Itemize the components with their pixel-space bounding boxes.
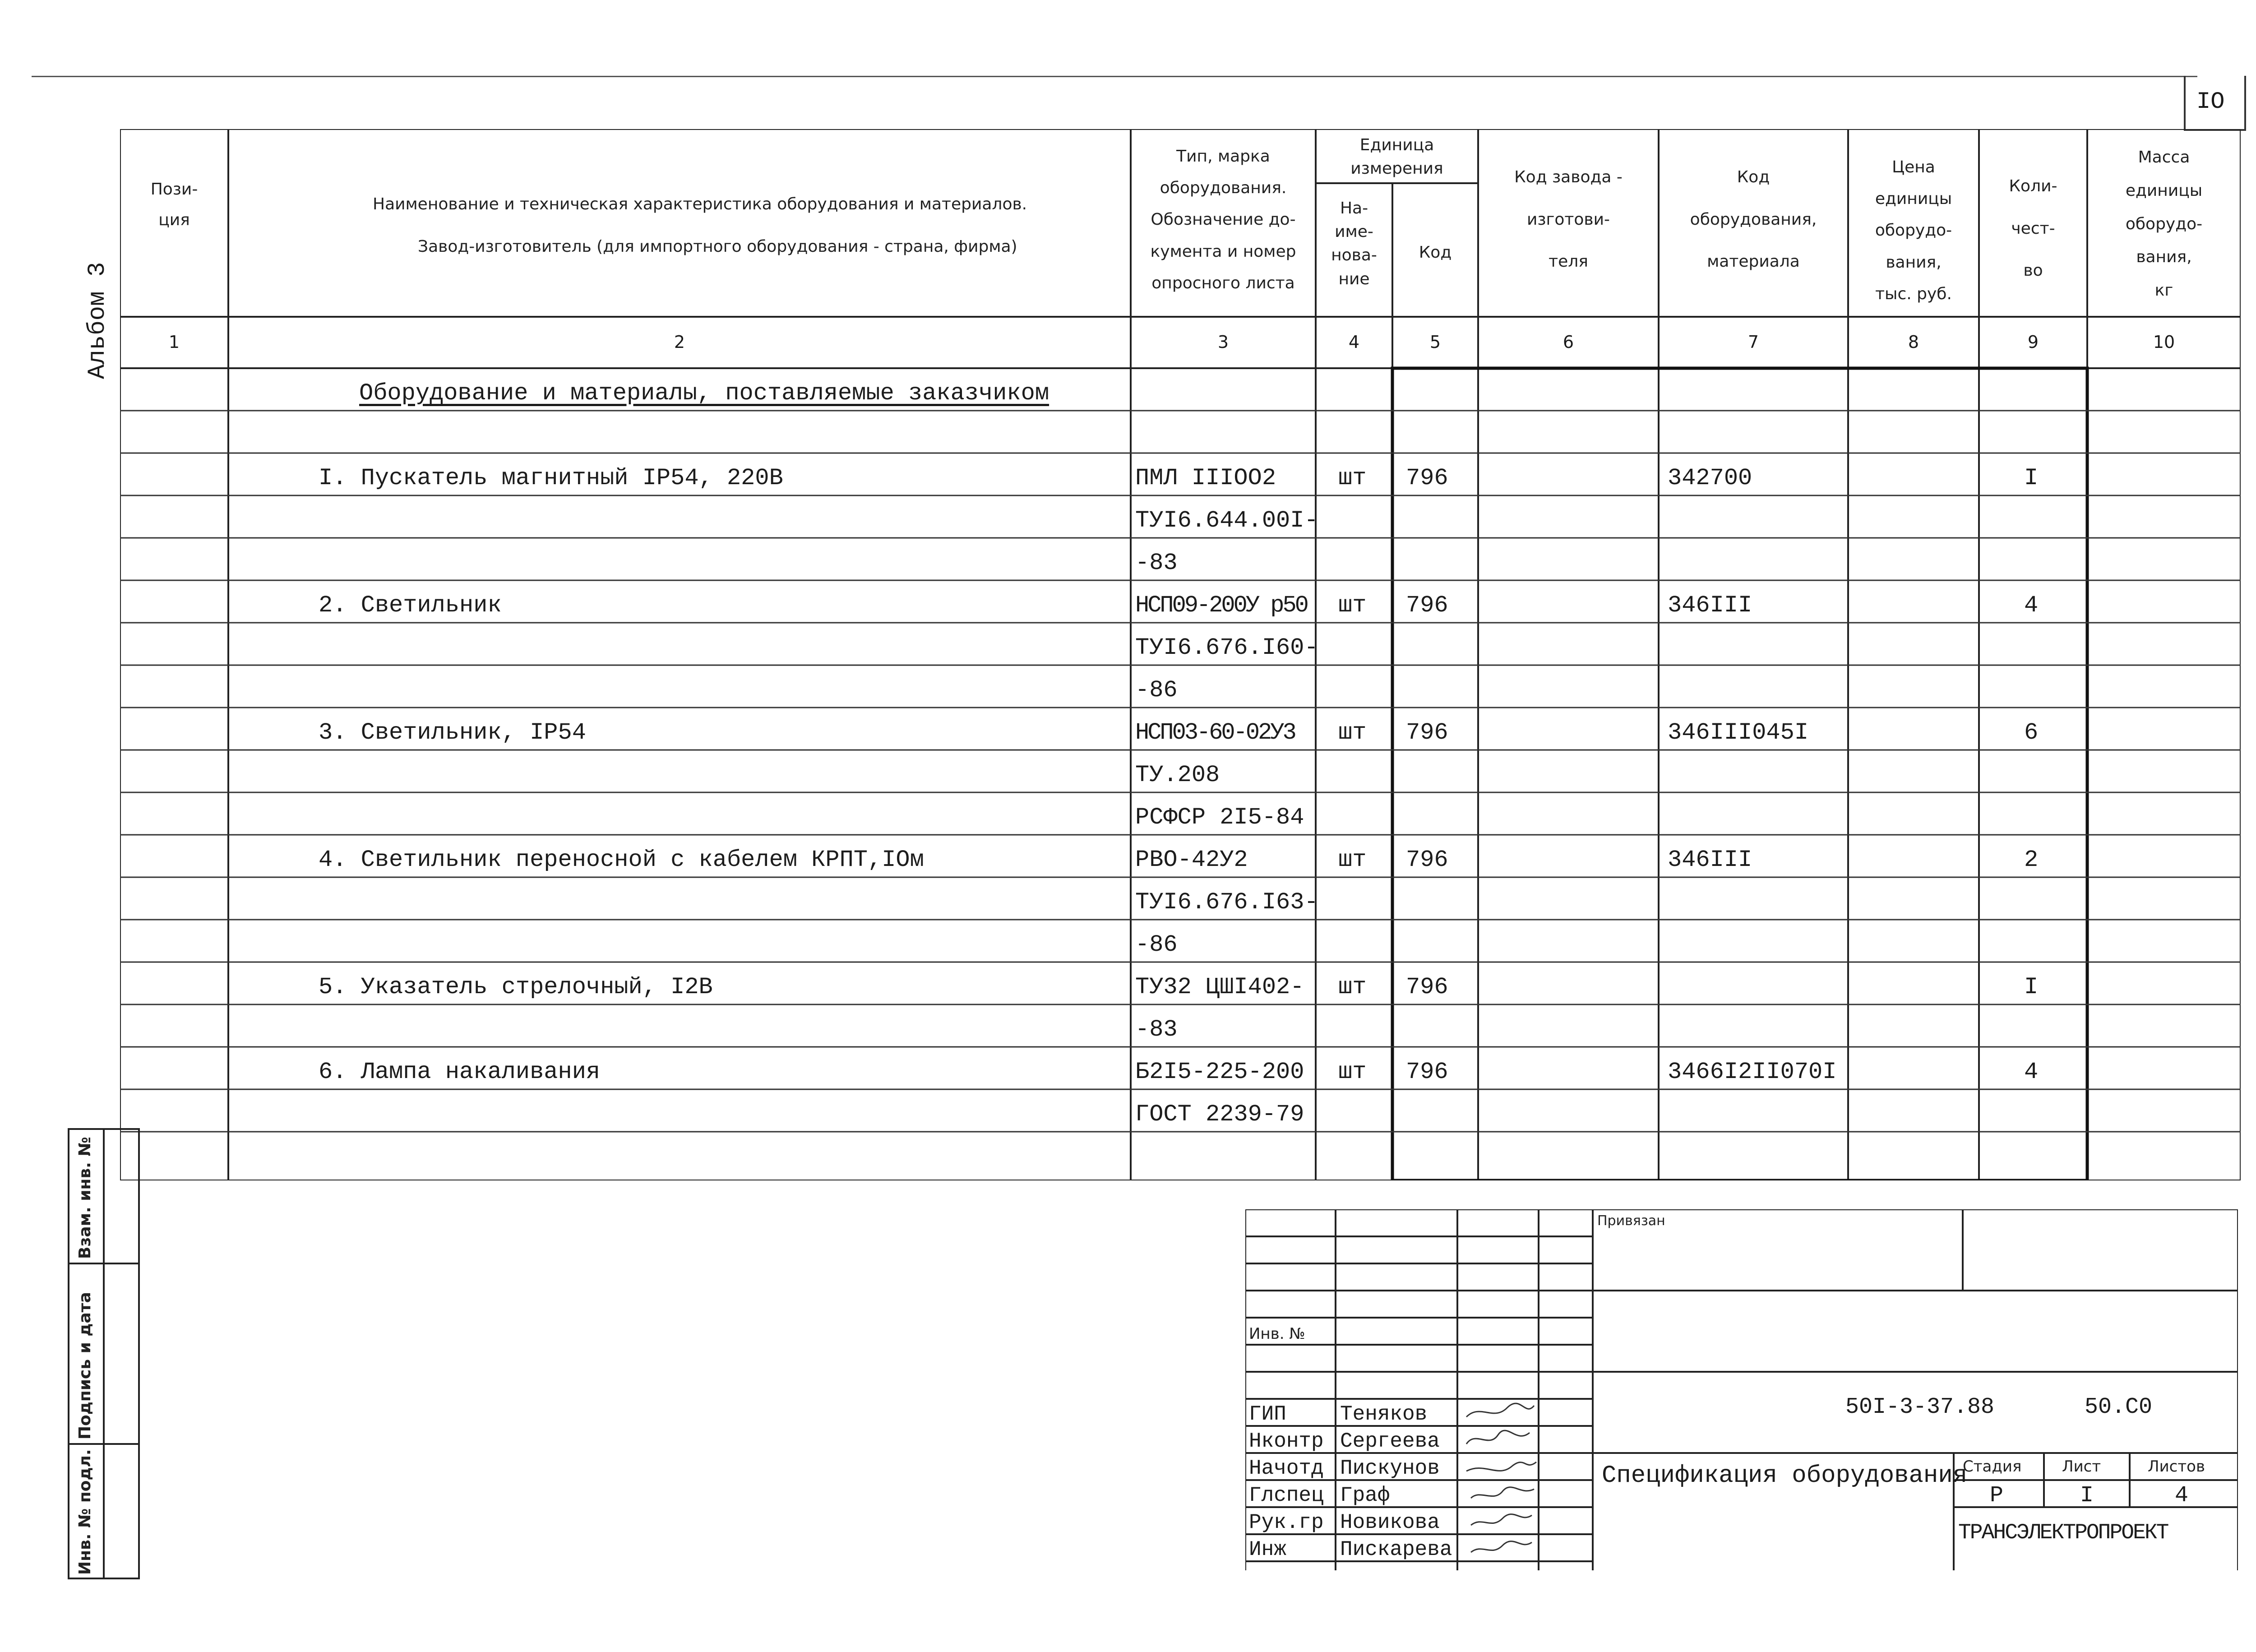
- item-unit: шт: [1338, 592, 1367, 619]
- role-inzh: Инж: [1249, 1538, 1286, 1561]
- section-title: Оборудование и материалы, поставляемые заказчиком: [359, 380, 1049, 407]
- header-text: нова-: [1331, 246, 1377, 265]
- stage-label: Стадия: [1963, 1458, 2022, 1476]
- item-quantity: 2: [2024, 847, 2039, 873]
- header-text: Завод-изготовитель (для импортного оборудования - страна, фирма): [418, 237, 1017, 256]
- inv-no-label: Инв. №: [1249, 1325, 1305, 1343]
- side-label-vzam: Взам. инв. №: [76, 1137, 94, 1259]
- side-stamp: [68, 1128, 140, 1579]
- name-tenyakov: Теняков: [1340, 1402, 1428, 1426]
- item-type: ТУ.208: [1135, 762, 1220, 788]
- item-quantity: 4: [2024, 592, 2039, 619]
- item-type: -86: [1135, 931, 1178, 958]
- item-unit: шт: [1338, 719, 1367, 746]
- header-text: оборудо-: [2125, 214, 2203, 233]
- header-mass: [2087, 141, 2241, 307]
- header-text: Наименование и техническая характеристика оборудования и материалов.: [373, 195, 1027, 213]
- column-number: 5: [1429, 332, 1441, 352]
- header-text: На-: [1340, 199, 1368, 217]
- item-quantity: I: [2024, 974, 2039, 1000]
- item-type: -83: [1135, 1016, 1178, 1043]
- item-equipment-code: 3466I2II070I: [1668, 1059, 1837, 1085]
- header-text: изготови-: [1526, 210, 1610, 229]
- name-novikova: Новикова: [1340, 1511, 1440, 1534]
- item-name: 4. Светильник переносной с кабелем КРПТ,IOм: [319, 847, 924, 873]
- column-number: 6: [1563, 332, 1574, 352]
- side-label-inv-podl: Инв. № подл.: [76, 1449, 94, 1575]
- column-number: 10: [2153, 332, 2175, 352]
- title-block: [1245, 1209, 2238, 1570]
- header-text: вания,: [2136, 248, 2192, 267]
- item-type: ТУI6.676.I60-: [1135, 634, 1318, 661]
- item-type: Б2I5-225-200: [1135, 1059, 1304, 1085]
- item-quantity: 6: [2024, 719, 2039, 746]
- header-text: опросного листа: [1151, 273, 1295, 292]
- item-unit-code: 796: [1406, 1059, 1448, 1085]
- item-quantity: 4: [2024, 1059, 2039, 1085]
- item-unit: шт: [1338, 465, 1367, 491]
- item-unit-code: 796: [1406, 719, 1448, 746]
- column-number: 8: [1908, 332, 1919, 352]
- privyazan-label: Привязан: [1597, 1213, 1665, 1229]
- header-text: чест-: [2011, 219, 2055, 238]
- column-number: 7: [1747, 332, 1759, 352]
- item-equipment-code: 346III045I: [1668, 719, 1809, 746]
- header-text: единицы: [2125, 181, 2203, 200]
- item-unit-code: 796: [1406, 974, 1448, 1000]
- header-text: оборудо-: [1875, 221, 1952, 240]
- item-type: -86: [1135, 677, 1178, 703]
- header-text: кг: [2154, 281, 2173, 300]
- item-type: -83: [1135, 550, 1178, 576]
- role-nachotd: Начотд: [1249, 1457, 1324, 1480]
- item-type: ГОСТ 2239-79: [1135, 1101, 1304, 1128]
- header-text: вания,: [1886, 253, 1942, 272]
- item-type: РВО-42У2: [1135, 847, 1248, 873]
- item-equipment-code: 346III: [1668, 592, 1752, 619]
- album-label: Альбом 3: [84, 262, 111, 379]
- side-label-podpis: Подпись и дата: [76, 1292, 94, 1439]
- header-quantity: [1979, 165, 2087, 292]
- header-unit: [1316, 134, 1478, 180]
- item-unit: шт: [1338, 974, 1367, 1000]
- name-piskareva: Пискарева: [1340, 1538, 1452, 1561]
- header-text: ние: [1338, 269, 1370, 288]
- header-text: Цена: [1892, 158, 1935, 176]
- item-name: 2. Светильник: [319, 592, 502, 619]
- header-name: [237, 183, 1122, 268]
- role-gip: ГИП: [1249, 1402, 1286, 1426]
- doc-code: 50I-3-37.88: [1845, 1394, 1995, 1420]
- header-maker-code: [1478, 156, 1659, 283]
- stage-value: Р: [1990, 1483, 2004, 1509]
- header-equipment-code: [1659, 156, 1848, 283]
- name-graf: Граф: [1340, 1484, 1390, 1507]
- header-text: оборудования.: [1160, 179, 1287, 198]
- header-text: Тип, марка: [1176, 147, 1270, 166]
- item-name: 3. Светильник, IP54: [319, 719, 586, 746]
- header-unit-code: Код: [1419, 243, 1452, 262]
- header-text: Обозначение до-: [1151, 210, 1296, 229]
- item-equipment-code: 342700: [1668, 465, 1752, 491]
- sheets-value: 4: [2175, 1483, 2189, 1509]
- doc-suffix: 50.С0: [2085, 1394, 2153, 1420]
- column-number: 2: [674, 332, 685, 352]
- item-type: ТУI6.644.00I-: [1135, 507, 1318, 534]
- header-price: [1848, 152, 1979, 310]
- item-type: ТУ32 ЦШI402-: [1135, 974, 1304, 1000]
- sheet-label: Лист: [2062, 1458, 2101, 1476]
- item-name: I. Пускатель магнитный IP54, 220В: [319, 465, 783, 491]
- top-rule: [32, 76, 2197, 77]
- spec-table: [120, 129, 2241, 1180]
- header-text: измерения: [1350, 159, 1443, 178]
- column-number: 4: [1348, 332, 1360, 352]
- header-position: [120, 174, 228, 236]
- header-text: кумента и номер: [1150, 242, 1296, 261]
- item-type: НСП09-200У р50: [1135, 592, 1307, 619]
- role-glspec: Глспец: [1249, 1484, 1324, 1507]
- item-quantity: I: [2024, 465, 2039, 491]
- header-text: Код: [1737, 168, 1770, 186]
- header-text: Масса: [2138, 148, 2190, 167]
- item-unit: шт: [1338, 1059, 1367, 1085]
- column-number: 3: [1217, 332, 1229, 352]
- item-type: ПМЛ IIIOO2: [1135, 465, 1276, 491]
- sheet-value: I: [2080, 1483, 2094, 1509]
- signatures: [1457, 1399, 1548, 1570]
- header-text: тыс. руб.: [1875, 284, 1952, 303]
- header-text: теля: [1549, 252, 1588, 271]
- item-type: ТУI6.676.I63-: [1135, 889, 1318, 916]
- item-unit-code: 796: [1406, 465, 1448, 491]
- sheet-number: IO: [2196, 88, 2225, 115]
- header-text: ция: [158, 211, 190, 230]
- item-name: 5. Указатель стрелочный, I2В: [319, 974, 713, 1000]
- item-type: НСП03-60-02У3: [1135, 719, 1295, 746]
- header-text: Код завода -: [1514, 168, 1623, 186]
- item-equipment-code: 346III: [1668, 847, 1752, 873]
- header-text: единицы: [1875, 190, 1952, 208]
- header-text: материала: [1707, 252, 1800, 271]
- header-text: во: [2023, 261, 2043, 280]
- sheets-label: Листов: [2148, 1458, 2205, 1476]
- item-type: РСФСР 2I5-84: [1135, 804, 1304, 831]
- header-text: Коли-: [2009, 177, 2057, 195]
- header-text: име-: [1335, 222, 1373, 241]
- header-text: Единица: [1359, 136, 1434, 154]
- header-unit-name: [1316, 197, 1392, 291]
- header-text: оборудования,: [1690, 210, 1817, 229]
- name-piskunov: Пискунов: [1340, 1457, 1440, 1480]
- item-unit-code: 796: [1406, 592, 1448, 619]
- name-sergeeva: Сергеева: [1340, 1430, 1440, 1453]
- column-number: 9: [2027, 332, 2039, 352]
- header-text: Пози-: [150, 180, 198, 199]
- item-unit-code: 796: [1406, 847, 1448, 873]
- column-number: 1: [168, 332, 180, 352]
- role-ruk-gr: Рук.гр: [1249, 1511, 1324, 1534]
- item-unit: шт: [1338, 847, 1367, 873]
- item-name: 6. Лампа накаливания: [319, 1059, 601, 1085]
- header-type: [1131, 141, 1316, 299]
- document-title: Спецификация оборудования: [1602, 1462, 1968, 1490]
- role-nkontr: Нконтр: [1249, 1430, 1324, 1453]
- organization: ТРАНСЭЛЕКТРОПРОЕКТ: [1958, 1521, 2168, 1545]
